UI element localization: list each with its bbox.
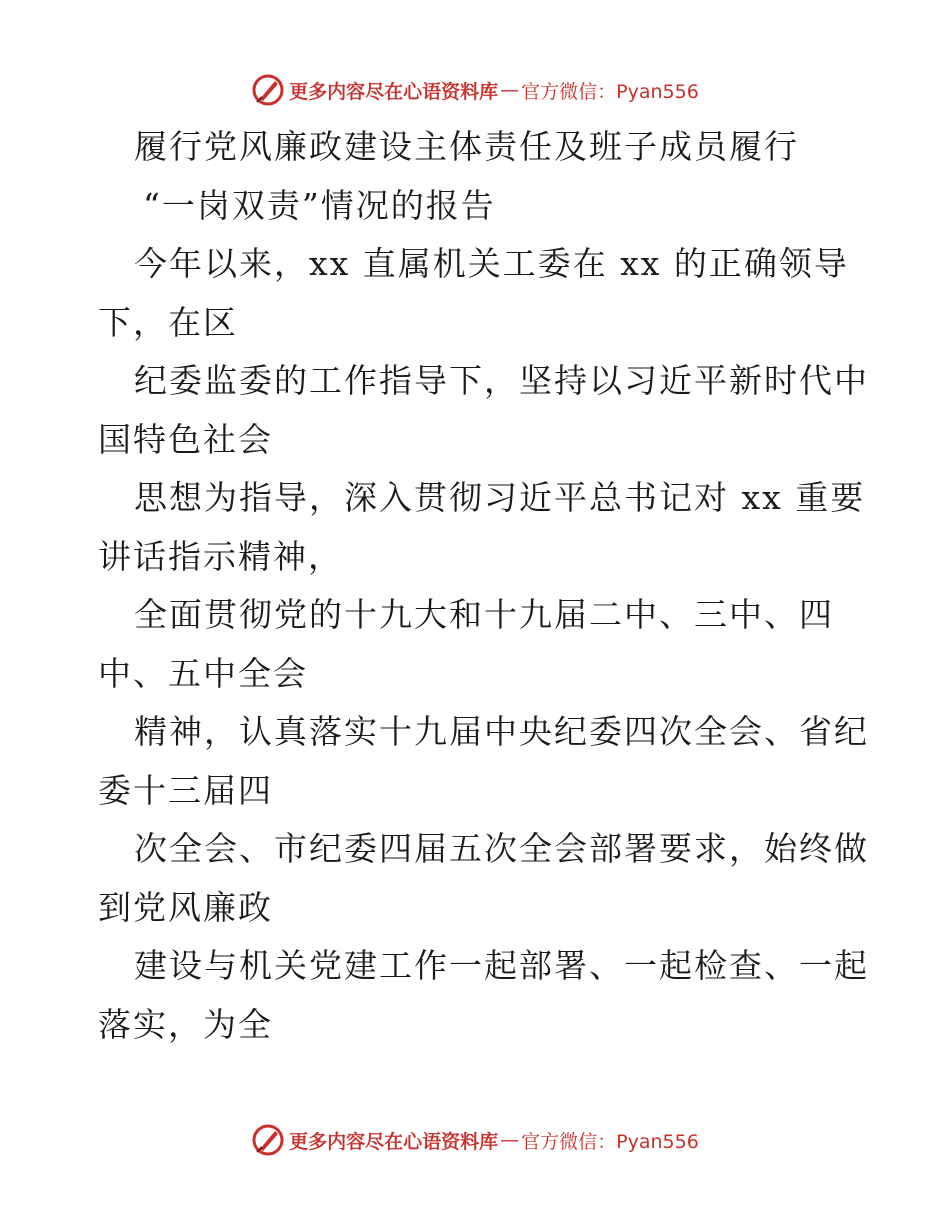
quill-circle-icon (251, 73, 285, 107)
footer-banner (0, 1120, 950, 1160)
text-line: 纪委监委的工作指导下，坚持以习近平新时代中 (134, 361, 869, 400)
text-line: 次全会、市纪委四届五次全会部署要求，始终做 (134, 829, 869, 868)
wechat-text: 官方微信：Pyan556 (521, 1130, 699, 1153)
text-line: 精神，认真落实十九届中央纪委四次全会、省纪 (134, 712, 869, 751)
promo-text: 更多内容尽在心语资料库 (289, 1130, 499, 1153)
document-title-line-1: 履行党风廉政建设主体责任及班子成员履行 (134, 127, 799, 166)
text-line: 中、五中全会 (98, 653, 308, 693)
text-line: 国特色社会 (98, 419, 273, 459)
promo-text: 更多内容尽在心语资料库 (289, 80, 499, 103)
text-line: 建设与机关党建工作一起部署、一起检查、一起 (134, 946, 869, 985)
paragraph-lines (98, 235, 869, 1054)
text-line: 全面贯彻党的十九大和十九届二中、三中、四 (134, 595, 834, 634)
text-line: 到党风廉政 (98, 887, 273, 927)
header-banner (0, 70, 950, 110)
quill-circle-icon (251, 1123, 285, 1157)
document-title-line-2: “一岗双责”情况的报告 (143, 185, 496, 225)
text-line: 讲话指示精神， (98, 536, 343, 576)
text-line: 今年以来，xx 直属机关工委在 xx 的正确领导 (134, 244, 849, 283)
wechat-text: 官方微信：Pyan556 (521, 80, 699, 103)
text-line: 下，在区 (98, 302, 238, 342)
banner-dash: — (500, 1129, 520, 1151)
document-body (98, 118, 869, 1054)
text-line: 思想为指导，深入贯彻习近平总书记对 xx 重要 (134, 478, 866, 517)
text-line: 落实，为全 (98, 1004, 273, 1044)
text-line: 委十三届四 (98, 770, 273, 810)
banner-dash: — (500, 79, 520, 101)
